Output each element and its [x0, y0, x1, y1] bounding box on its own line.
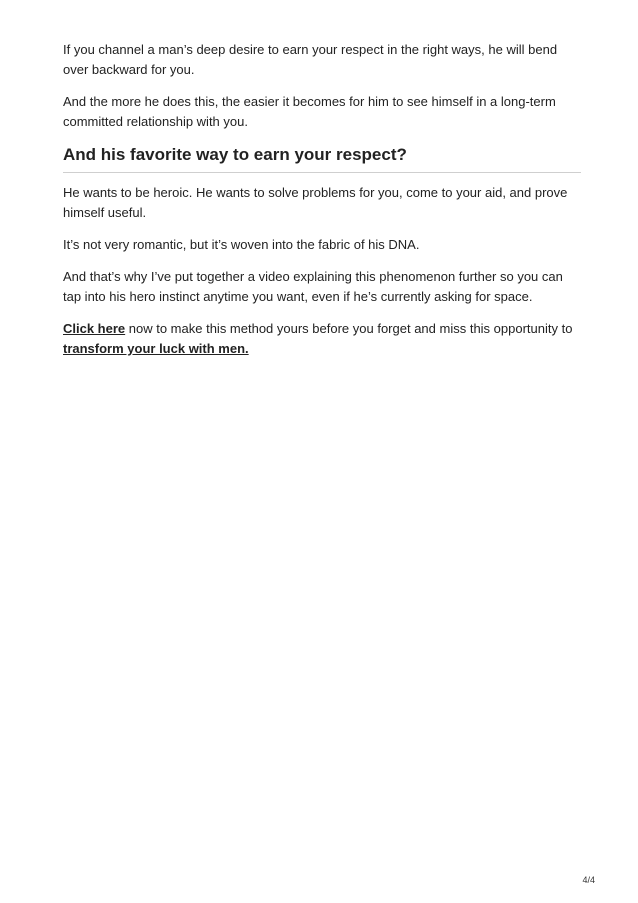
paragraph-3: He wants to be heroic. He wants to solve problems for you, come to your aid, and prove himself useful. [63, 185, 568, 220]
page-number: 4/4 [582, 875, 595, 885]
paragraph-5: And that’s why I’ve put together a video explaining this phenomenon further so you can tap into his hero instinct anytime you want, even if he’s currently asking for space. [63, 269, 563, 304]
cta-paragraph [63, 319, 581, 359]
section-heading: And his favorite way to earn your respect? [63, 145, 407, 164]
heading-divider [63, 172, 581, 173]
click-here-link[interactable]: Click here [63, 321, 126, 336]
cta-text: now to make this method yours before you forget and miss this opportunity to [125, 321, 573, 336]
paragraph-4: It’s not very romantic, but it’s woven into the fabric of his DNA. [63, 237, 420, 252]
article-body [63, 40, 581, 371]
paragraph-1: If you channel a man’s deep desire to earn your respect in the right ways, he will bend over backward for you. [63, 42, 558, 77]
transform-luck-link[interactable]: transform your luck with men. [63, 341, 249, 356]
paragraph-2: And the more he does this, the easier it becomes for him to see himself in a long-term committed relationship with you. [63, 94, 556, 129]
